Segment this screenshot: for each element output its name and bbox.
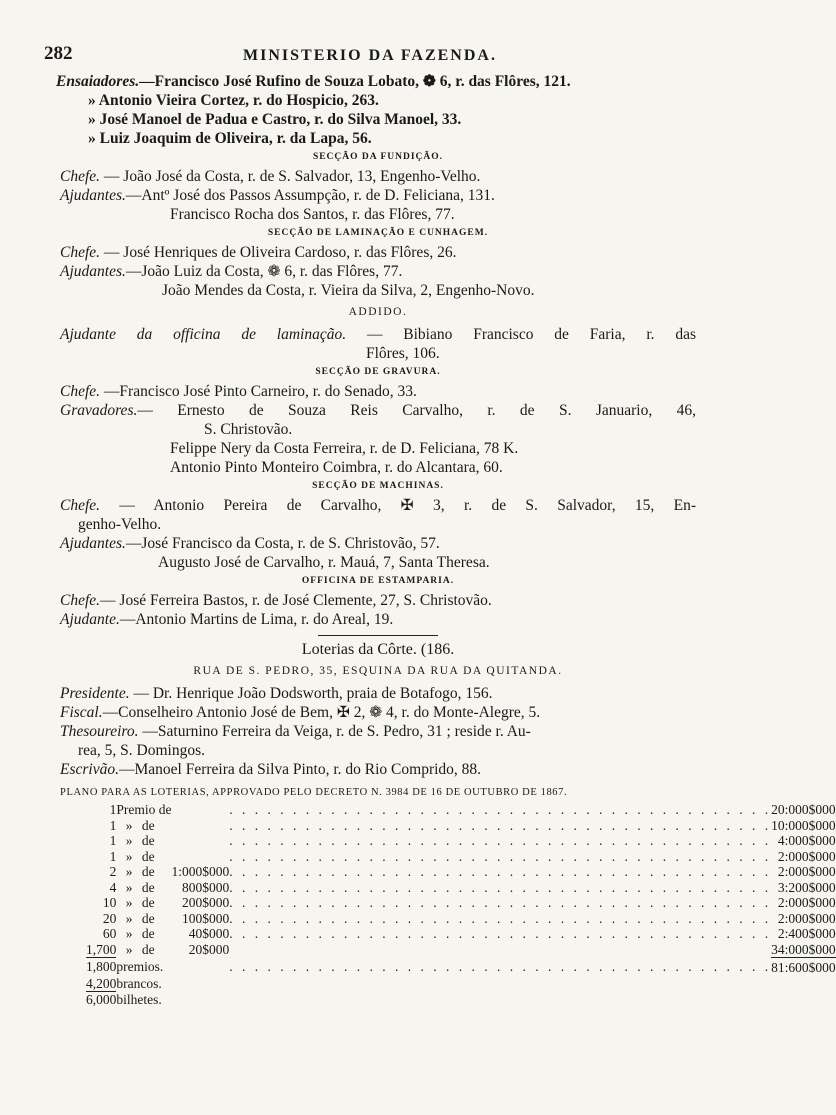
chefe-title: Chefe.	[60, 244, 101, 261]
ajudante-title: Ajudante.	[60, 611, 120, 628]
laminacao-chefe: Chefe. — José Henriques de Oliveira Cardoso, r. das Flôres, 26.	[60, 244, 457, 261]
plano-heading: PLANO PARA AS LOTERIAS, APPROVADO PELO DECRETO N. 3984 DE 16 DE OUTUBRO DE 1867.	[60, 787, 568, 798]
prize-row: 1,700 » de 20$000 34:000$000	[86, 941, 836, 957]
prize-row: 2 » de 1:000$000 . . . . . . . . . . . . . . . . . . . . . . . . . . . . . . . . . . . . . . . . . . . 2:000$000	[109, 864, 836, 879]
chefe-title: Chefe.	[60, 168, 101, 185]
ajudantes-title: Ajudantes.	[60, 263, 126, 280]
fundicao-chefe: Chefe. — João José da Costa, r. de S. Salvador, 13, Engenho-Velho.	[60, 168, 481, 185]
addido-entry: Ajudante da officina de laminação. — Bibiano Francisco de Faria, r. das	[60, 326, 696, 343]
gravador-1: Gravadores.— Ernesto de Souza Reis Carvalho, r. de S. Januario, 46,	[60, 402, 696, 419]
loterias-thesoureiro-cont: rea, 5, S. Domingos.	[78, 742, 206, 759]
fiscal-title: Fiscal.	[60, 704, 103, 721]
loterias-address: RUA DE S. PEDRO, 35, ESQUINA DA RUA DA QUITANDA.	[193, 665, 563, 677]
ensaiadores-title: Ensaiadores.	[56, 73, 140, 90]
bilhetes-row: 6,000 bilhetes.	[86, 991, 162, 1007]
loterias-fiscal: Fiscal.—Conselheiro Antonio José de Bem, ✠ 2, ❁ 4, r. do Monte-Alegre, 5.	[60, 704, 541, 721]
estamparia-chefe: Chefe.— José Ferreira Bastos, r. de José Clemente, 27, S. Christovão.	[60, 592, 492, 609]
machinas-ajudante-1: Ajudantes.—José Francisco da Costa, r. de S. Christovão, 57.	[60, 535, 440, 552]
ensaiador-4: » Luiz Joaquim de Oliveira, r. da Lapa, 56.	[88, 130, 372, 147]
section-divider	[318, 635, 438, 636]
addido-entry-cont: Flôres, 106.	[366, 345, 440, 362]
prize-row: 1 » de . . . . . . . . . . . . . . . . . . . . . . . . . . . . . . . . . . . . . . . . . . . 2:000$000	[109, 848, 836, 864]
ajudantes-title: Ajudantes.	[60, 535, 126, 552]
gravura-chefe: Chefe. —Francisco José Pinto Carneiro, r. do Senado, 33.	[60, 383, 417, 400]
section-heading-machinas: SECÇÃO DE MACHINAS.	[312, 481, 444, 491]
prize-row: 60 » de 40$000 . . . . . . . . . . . . . . . . . . . . . . . . . . . . . . . . . . . . . . . . . . . 2:400$000	[102, 926, 836, 941]
gravador-3: Antonio Pinto Monteiro Coimbra, r. do Alcantara, 60.	[170, 459, 503, 476]
prize-row: 10 » de 200$000 . . . . . . . . . . . . . . . . . . . . . . . . . . . . . . . . . . . . . . . . . . . 2:000$000	[102, 895, 836, 910]
machinas-chefe: Chefe. — Antonio Pereira de Carvalho, ✠ 3, r. de S. Salvador, 15, En-	[60, 497, 696, 514]
loterias-title: Loterias da Côrte. (186.	[301, 641, 455, 658]
prize-row: 4 » de 800$000 . . . . . . . . . . . . . . . . . . . . . . . . . . . . . . . . . . . . . . . . . . . 3:200$000	[109, 879, 836, 895]
ensaiador-2: » Antonio Vieira Cortez, r. do Hospicio, 263.	[88, 92, 379, 109]
laminacao-ajudante-1: Ajudantes.—João Luiz da Costa, ❁ 6, r. das Flôres, 77.	[60, 263, 403, 280]
estamparia-ajudante: Ajudante.—Antonio Martins de Lima, r. do Areal, 19.	[60, 611, 394, 628]
running-title: MINISTERIO DA FAZENDA.	[243, 47, 497, 64]
machinas-chefe-cont: genho-Velho.	[78, 516, 162, 533]
page-content	[56, 72, 836, 1008]
loterias-thesoureiro: Thesoureiro. —Saturnino Ferreira da Veiga, r. de S. Pedro, 31 ; reside r. Au-	[60, 723, 531, 740]
section-heading-fundicao: SECÇÃO DA FUNDIÇÃO.	[312, 152, 444, 162]
addido-title: Ajudante da officina de laminação.	[60, 326, 347, 343]
fundicao-ajudante-1: Ajudantes.—Antº José dos Passos Assumpção, r. de D. Feliciana, 131.	[60, 187, 495, 204]
presidente-title: Presidente.	[60, 685, 130, 702]
thesoureiro-title: Thesoureiro.	[60, 723, 139, 740]
gravadores-title: Gravadores.	[60, 402, 138, 419]
section-heading-gravura: SECÇÃO DE GRAVURA.	[315, 367, 441, 377]
prize-row: 1 Premio de . . . . . . . . . . . . . . . . . . . . . . . . . . . . . . . . . . . . . . . . . . . 20:000$000	[109, 802, 836, 817]
chefe-title: Chefe.	[60, 497, 101, 514]
laminacao-ajudante-2: João Mendes da Costa, r. Vieira da Silva, 2, Engenho-Novo.	[162, 282, 535, 299]
chefe-title: Chefe.	[60, 592, 101, 609]
prize-row: 20 » de 100$000 . . . . . . . . . . . . . . . . . . . . . . . . . . . . . . . . . . . . . . . . . . . 2:000$000	[102, 910, 836, 926]
prize-row: 1 » de . . . . . . . . . . . . . . . . . . . . . . . . . . . . . . . . . . . . . . . . . . . 4:000$000	[109, 833, 836, 848]
brancos-row: 4,200 brancos.	[86, 975, 162, 991]
page-number: 282	[44, 43, 73, 64]
prize-row: 1 » de . . . . . . . . . . . . . . . . . . . . . . . . . . . . . . . . . . . . . . . . . . . 10:000$000	[109, 817, 836, 833]
ensaiador-1: Ensaiadores.—Francisco José Rufino de Souza Lobato, ❁ 6, r. das Flôres, 121.	[56, 73, 571, 90]
gravador-2: Felippe Nery da Costa Ferreira, r. de D. Feliciana, 78 K.	[170, 440, 519, 457]
section-heading-laminacao: SECÇÃO DE LAMINAÇÃO E CUNHAGEM.	[267, 228, 489, 238]
loterias-escrivao: Escrivão.—Manoel Ferreira da Silva Pinto, r. do Rio Comprido, 88.	[60, 761, 482, 778]
gravador-1-cont: S. Christovão.	[204, 421, 293, 438]
ensaiador-3: » José Manoel de Padua e Castro, r. do Silva Manoel, 33.	[88, 111, 462, 128]
loterias-presidente: Presidente. — Dr. Henrique João Dodsworth, praia de Botafogo, 156.	[60, 685, 493, 702]
ajudantes-title: Ajudantes.	[60, 187, 126, 204]
fundicao-ajudante-2: Francisco Rocha dos Santos, r. das Flôres, 77.	[170, 206, 455, 223]
section-heading-estamparia: OFFICINA DE ESTAMPARIA.	[301, 576, 455, 586]
premios-total-row: 1,800 premios. . . . . . . . . . . . . . . . . . . . . . . . . . . . . . . . . . . . . . . . . . . . 81:600$000	[86, 958, 836, 975]
escrivao-title: Escrivão.	[60, 761, 119, 778]
section-heading-addido: ADDIDO.	[348, 306, 408, 318]
chefe-title: Chefe.	[60, 383, 101, 400]
prize-table	[86, 802, 836, 1008]
page-header	[44, 44, 696, 68]
machinas-ajudante-2: Augusto José de Carvalho, r. Mauá, 7, Santa Theresa.	[158, 554, 490, 571]
